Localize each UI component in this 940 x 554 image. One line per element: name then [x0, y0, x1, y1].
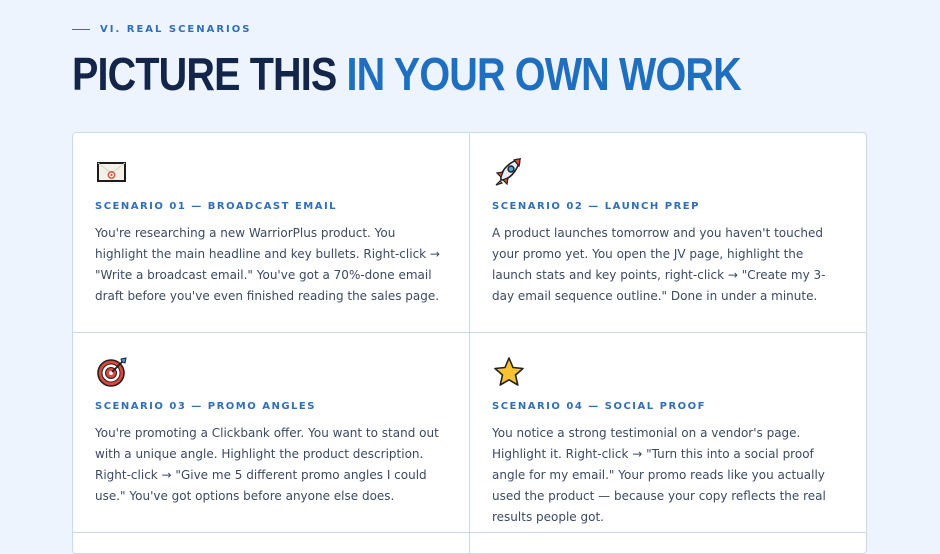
scenario-card-01: [73, 133, 470, 333]
scenario-grid: [72, 132, 867, 554]
star-icon: [492, 355, 526, 389]
scenario-card-02: [470, 133, 866, 333]
scenario-card-05: [73, 533, 470, 554]
target-icon: [95, 355, 129, 389]
eyebrow-text: VI. REAL SCENARIOS: [100, 24, 252, 35]
scenario-card-04: [470, 333, 866, 533]
scenario-card-03: [73, 333, 470, 533]
scenario-text: You notice a strong testimonial on a vendor's page. Highlight it. Right-click → "Turn this into a social proof angle for my email." Your promo reads like you actually used the product — because your copy reflects the real results people got.: [492, 426, 826, 524]
section-eyebrow: [72, 24, 251, 35]
scenario-label: SCENARIO 02 — LAUNCH PREP: [492, 201, 700, 212]
scenario-text: A product launches tomorrow and you haven't touched your promo yet. You open the JV page, highlight the launch stats and key points, right-click → "Create my 3-day email sequence outline." Done in under a minute.: [492, 226, 826, 303]
scenario-text: You're researching a new WarriorPlus product. You highlight the main headline and key bullets. Right-click → "Write a broadcast email." You've got a 70%-done email draft before you've even finished reading the sales page.: [95, 226, 440, 303]
rocket-icon: [492, 155, 526, 189]
section-title: [72, 46, 741, 102]
title-blue-part: IN YOUR OWN WORK: [346, 48, 741, 100]
scenario-text: You're promoting a Clickbank offer. You want to stand out with a unique angle. Highlight the product description. Right-click → "Give me 5 different promo angles I could use." You've got options before anyone else does.: [95, 426, 439, 503]
scenario-label: SCENARIO 03 — PROMO ANGLES: [95, 401, 316, 412]
scenario-label: SCENARIO 01 — BROADCAST EMAIL: [95, 201, 338, 212]
scenario-label: SCENARIO 04 — SOCIAL PROOF: [492, 401, 706, 412]
scenario-card-06: [470, 533, 866, 554]
eyebrow-rule: [72, 29, 90, 30]
title-dark-part: PICTURE THIS: [72, 48, 337, 100]
envelope-icon: [95, 155, 129, 189]
